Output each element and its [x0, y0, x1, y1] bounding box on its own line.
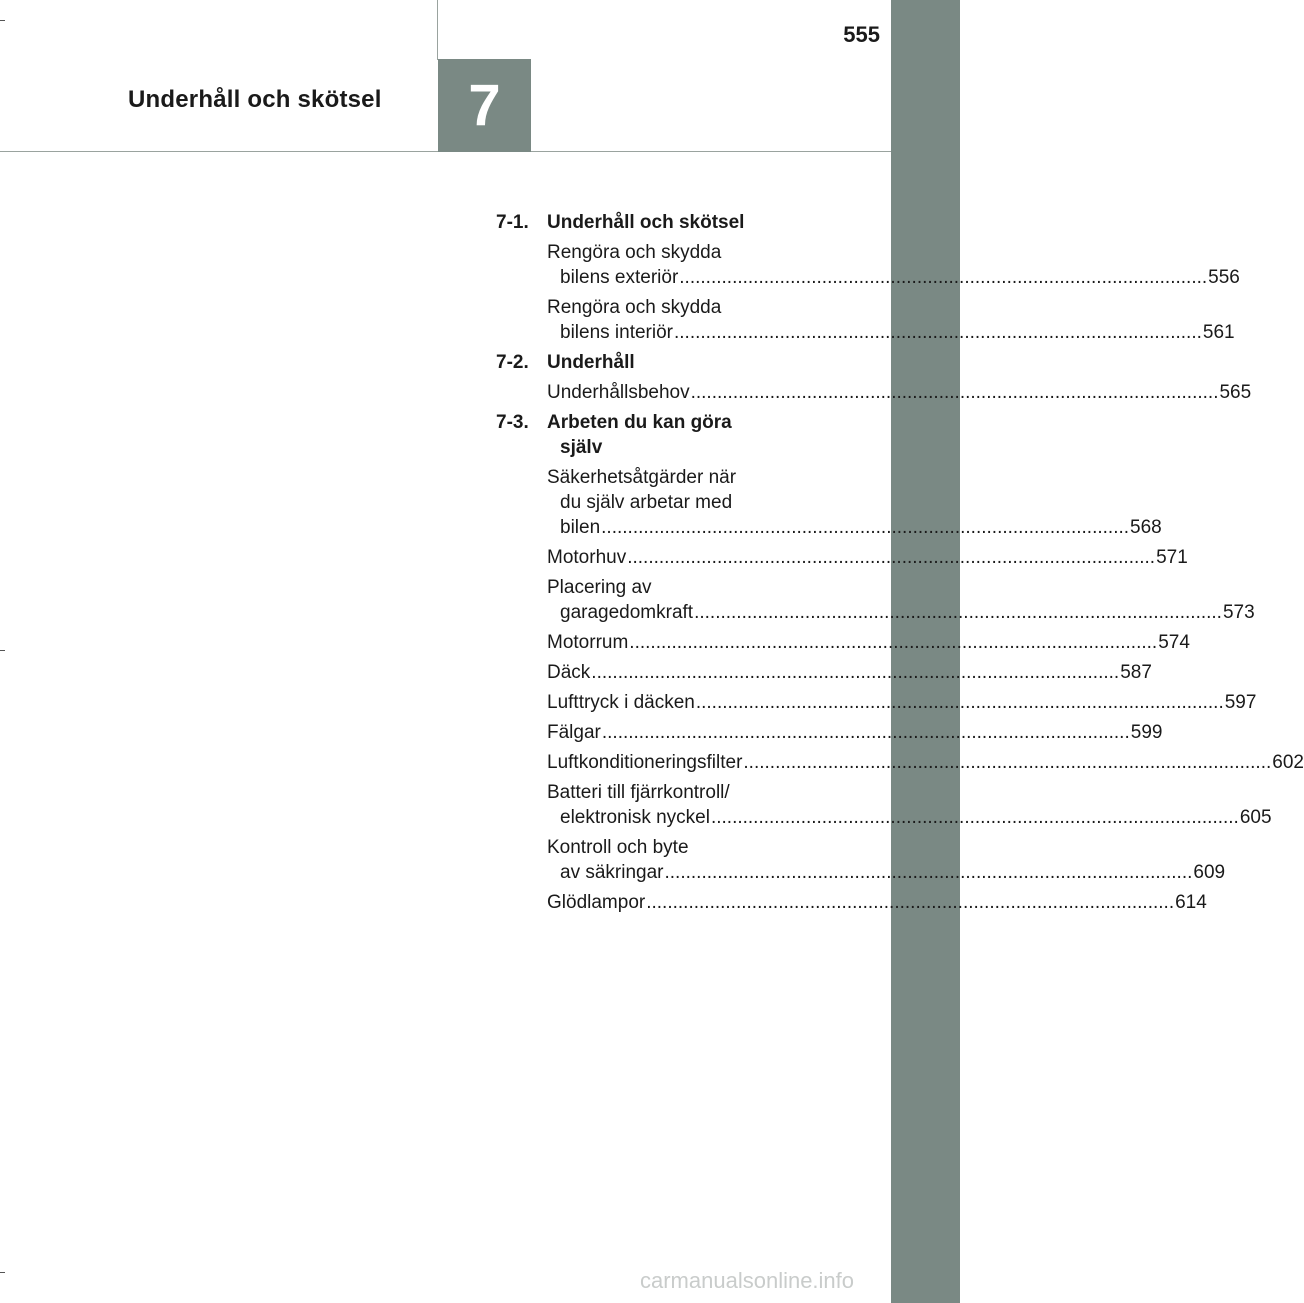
- toc-entry-leader-row: [547, 515, 1162, 540]
- toc-section-title: [547, 410, 836, 460]
- toc-entry-text: Placering av: [547, 577, 652, 598]
- toc-entry[interactable]: [547, 240, 1240, 290]
- dot-leader: [627, 545, 1155, 570]
- toc-entry-page-number: 565: [1219, 382, 1252, 403]
- crop-mark: [0, 20, 5, 21]
- toc-entry-text: garagedomkraft: [560, 602, 694, 623]
- toc-entry-leader-row: [547, 265, 1240, 290]
- toc-entry-leader-row: [547, 750, 1304, 775]
- toc-entry-text: du själv arbetar med: [560, 492, 733, 513]
- toc-entry-page-number: 597: [1224, 692, 1257, 713]
- chapter-number-badge: 7: [438, 59, 531, 152]
- toc-entry-text: bilens exteriör: [560, 267, 679, 288]
- toc-entry-page-number: 587: [1120, 662, 1152, 683]
- toc-entry[interactable]: [547, 545, 1188, 570]
- toc-entry-leader-row: [547, 320, 1235, 345]
- toc-entry-page-number: 574: [1158, 632, 1190, 653]
- toc-entry-text: Lufttryck i däcken: [547, 692, 695, 713]
- toc-entry-text: Säkerhetsåtgärder när: [547, 467, 737, 488]
- toc-entry-text: Kontroll och byte: [547, 837, 689, 858]
- toc-section-title: [547, 350, 836, 375]
- dot-leader: [679, 267, 1207, 288]
- toc-entry-leader-row: [547, 380, 1252, 405]
- toc-entry-page-number: 605: [1239, 807, 1272, 828]
- toc-entry-leader-row: [547, 860, 1226, 885]
- crop-mark: [0, 650, 5, 651]
- dot-leader: [591, 660, 1119, 685]
- dot-leader: [674, 322, 1202, 343]
- toc-entry-text: Rengöra och skydda: [547, 242, 722, 263]
- page-number: 555: [843, 22, 880, 47]
- toc-entry-page-number: 573: [1222, 602, 1255, 623]
- toc-entry-leader-row: [547, 545, 1188, 570]
- dot-leader: [646, 890, 1174, 915]
- toc-entry-text: Motorhuv: [547, 547, 627, 568]
- table-of-contents: [496, 210, 1304, 920]
- toc-entry-leader-row: [547, 690, 1257, 715]
- toc-entry[interactable]: [547, 835, 1226, 885]
- toc-entry-text: elektronisk nyckel: [560, 807, 710, 828]
- toc-section-number: 7-2.: [496, 352, 529, 373]
- dot-leader: [691, 380, 1219, 405]
- toc-entry-text: Fälgar: [547, 722, 601, 743]
- toc-entry-text: Däck: [547, 662, 591, 683]
- toc-entry-text: Glödlampor: [547, 892, 646, 913]
- dot-leader: [665, 862, 1193, 883]
- header-divider: [437, 0, 438, 60]
- toc-section-heading: [496, 410, 836, 460]
- toc-entry[interactable]: [547, 890, 1207, 915]
- toc-entry-leader-row: [547, 600, 1255, 625]
- toc-entry-page-number: 561: [1202, 322, 1235, 343]
- toc-section: [496, 210, 1240, 345]
- dot-leader: [694, 602, 1222, 623]
- toc-entry-text: av säkringar: [560, 862, 664, 883]
- dot-leader: [711, 807, 1239, 828]
- toc-section-title: [547, 210, 836, 235]
- toc-section-number: 7-3.: [496, 412, 529, 433]
- toc-section-heading: [496, 210, 836, 235]
- crop-mark: [0, 1272, 5, 1273]
- toc-entry-leader-row: [547, 720, 1163, 745]
- toc-entry-page-number: 599: [1130, 722, 1163, 743]
- toc-entry[interactable]: [547, 690, 1257, 715]
- toc-entry[interactable]: [547, 720, 1163, 745]
- toc-section-title-line: Arbeten du kan göra: [547, 412, 732, 433]
- toc-entry-text: bilen: [560, 517, 601, 538]
- toc-entry-text: Batteri till fjärrkontroll/: [547, 782, 730, 803]
- toc-entry[interactable]: [547, 660, 1152, 685]
- toc-entry-text: Underhållsbehov: [547, 382, 690, 403]
- toc-entry-text: Luftkonditioneringsfilter: [547, 752, 743, 773]
- toc-entry[interactable]: [547, 380, 1252, 405]
- toc-entry-page-number: 556: [1208, 267, 1240, 288]
- toc-entry-leader-row: [547, 630, 1190, 655]
- toc-entry-text: bilens interiör: [560, 322, 673, 343]
- toc-entry-page-number: 614: [1175, 892, 1207, 913]
- toc-entry-text: Motorrum: [547, 632, 629, 653]
- toc-entry[interactable]: [547, 780, 1272, 830]
- toc-entry[interactable]: [547, 465, 1162, 540]
- dot-leader: [601, 517, 1129, 538]
- dot-leader: [629, 630, 1157, 655]
- toc-entry-page-number: 602: [1272, 752, 1304, 773]
- toc-section-title-line: Underhåll och skötsel: [547, 212, 745, 233]
- toc-entry-page-number: 568: [1130, 517, 1162, 538]
- dot-leader: [743, 750, 1271, 775]
- toc-section-title-line: Underhåll: [547, 352, 635, 373]
- watermark: carmanualsonline.info: [640, 1268, 855, 1293]
- toc-section-title-line: själv: [560, 437, 603, 458]
- toc-section-number: 7-1.: [496, 212, 529, 233]
- toc-entry-leader-row: [547, 805, 1272, 830]
- toc-entry[interactable]: [547, 630, 1190, 655]
- toc-entry[interactable]: [547, 750, 1304, 775]
- toc-section: [496, 410, 1304, 915]
- chapter-title: Underhåll och skötsel: [128, 86, 382, 113]
- toc-entry-page-number: 571: [1156, 547, 1188, 568]
- toc-entry-text: Rengöra och skydda: [547, 297, 722, 318]
- toc-entry-page-number: 609: [1193, 862, 1226, 883]
- toc-entry-leader-row: [547, 660, 1152, 685]
- dot-leader: [602, 720, 1130, 745]
- toc-entry-leader-row: [547, 890, 1207, 915]
- toc-section: [496, 350, 1252, 405]
- toc-entry[interactable]: [547, 575, 1255, 625]
- toc-entry[interactable]: [547, 295, 1235, 345]
- dot-leader: [696, 690, 1224, 715]
- toc-section-heading: [496, 350, 836, 375]
